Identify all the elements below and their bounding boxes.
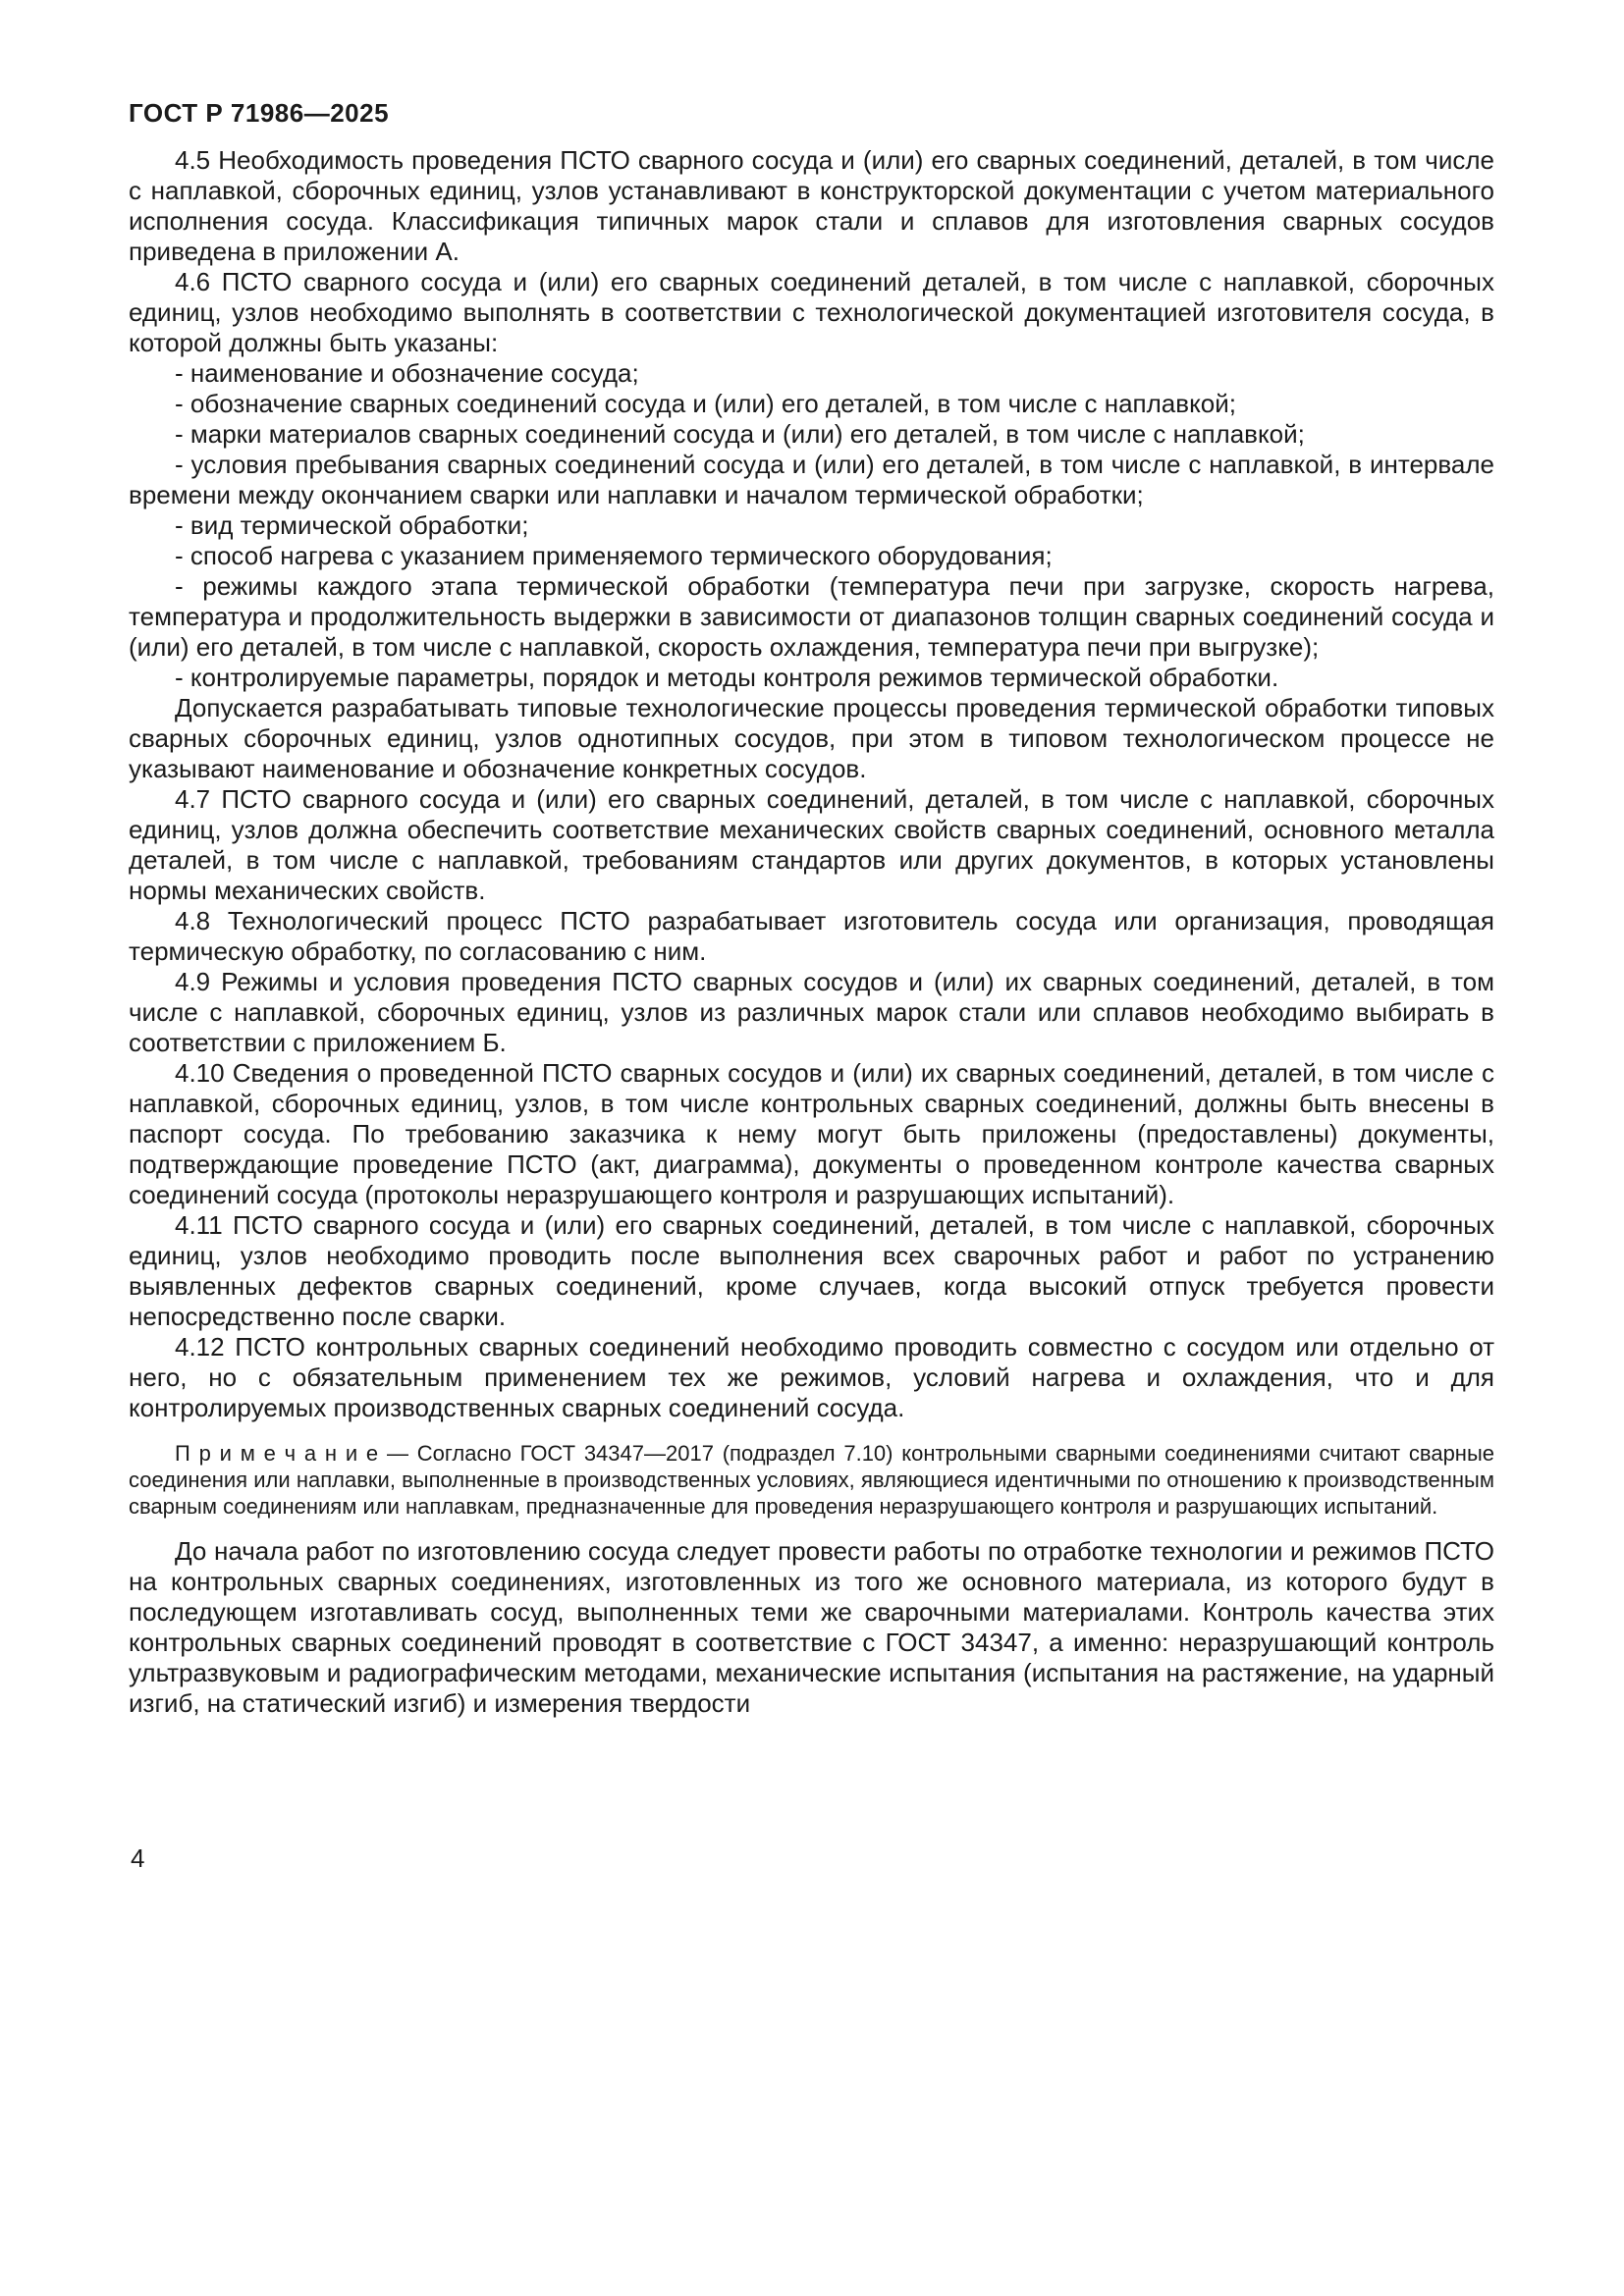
list-item-2: - обозначение сварных соединений сосуда и (или) его деталей, в том числе с наплавкой;: [175, 389, 1236, 418]
document-code: ГОСТ Р 71986—2025: [129, 98, 390, 128]
document-body: [129, 145, 1494, 1719]
list-item-7: - режимы каждого этапа термической обработки (температура печи при загрузке, скорость нагрева, температура и продолжительность выдержки в зависимости от диапазонов толщин сварных соединений сосуда и (или) его деталей, в том числе с наплавкой, скорость охлаждения, температура печи при выгрузке);: [129, 571, 1494, 662]
list-item-1: - наименование и обозначение сосуда;: [175, 358, 639, 388]
paragraph-4-8: 4.8 Технологический процесс ПСТО разрабатывает изготовитель сосуда или организация, проводящая термическую обработку, по согласованию с ним.: [129, 906, 1494, 966]
note-paragraph: П р и м е ч а н и е — Согласно ГОСТ 34347—2017 (подраздел 7.10) контрольными сварными соединениями считают сварные соединения или наплавки, выполненные в производственных условиях, являющиеся идентичными по отношению к производственным сварным соединениям или наплавкам, предназначенные для проведения неразрушающего контроля и разрушающих испытаний.: [129, 1441, 1494, 1519]
paragraph-4-11: 4.11 ПСТО сварного сосуда и (или) его сварных соединений, деталей, в том числе с наплавкой, сборочных единиц, узлов необходимо проводить после выполнения всех сварочных работ и работ по устранению выявленных дефектов сварных соединений, кроме случаев, когда высокий отпуск требуется провести непосредственно после сварки.: [129, 1210, 1494, 1331]
paragraph-final: До начала работ по изготовлению сосуда следует провести работы по отработке технологии и режимов ПСТО на контрольных сварных соединениях, изготовленных из того же основного материала, из которого будут в последующем изготавливать сосуд, выполненных теми же сварочными материалами. Контроль качества этих контрольных сварных соединений проводят в соответствие с ГОСТ 34347, а именно: неразрушающий контроль ультразвуковым и радиографическим методами, механические испытания (испытания на растяжение, на ударный изгиб, на статический изгиб) и измерения твердости: [129, 1536, 1494, 1718]
list-item-6: - способ нагрева с указанием применяемого термического оборудования;: [175, 541, 1053, 570]
list-item-8: - контролируемые параметры, порядок и методы контроля режимов термической обработки.: [175, 663, 1279, 692]
list-item-4: - условия пребывания сварных соединений сосуда и (или) его деталей, в том числе с наплавкой, в интервале времени между окончанием сварки или наплавки и началом термической обработки;: [129, 450, 1494, 509]
page-number: 4: [131, 1843, 145, 1873]
list-item-5: - вид термической обработки;: [175, 510, 529, 540]
paragraph-4-10: 4.10 Сведения о проведенной ПСТО сварных сосудов и (или) их сварных соединений, деталей, в том числе с наплавкой, сборочных единиц, узлов, в том числе контрольных сварных соединений, должны быть внесены в паспорт сосуда. По требованию заказчика к нему могут быть приложены (предоставлены) документы, подтверждающие проведение ПСТО (акт, диаграмма), документы о проведенном контроле качества сварных соединений сосуда (протоколы неразрушающего контроля и разрушающих испытаний).: [129, 1058, 1494, 1209]
list-item-3: - марки материалов сварных соединений сосуда и (или) его деталей, в том числе с наплавкой;: [175, 419, 1305, 449]
paragraph-4-12: 4.12 ПСТО контрольных сварных соединений необходимо проводить совместно с сосудом или отдельно от него, но с обязательным применением тех же режимов, условий нагрева и охлаждения, что и для контролируемых производственных сварных соединений сосуда.: [129, 1332, 1494, 1422]
paragraph-4-5: 4.5 Необходимость проведения ПСТО сварного сосуда и (или) его сварных соединений, деталей, в том числе с наплавкой, сборочных единиц, узлов устанавливают в конструкторской документации с учетом материального исполнения сосуда. Классификация типичных марок стали и сплавов для изготовления сварных сосудов приведена в приложении А.: [129, 145, 1494, 266]
paragraph-4-6-intro: 4.6 ПСТО сварного сосуда и (или) его сварных соединений деталей, в том числе с наплавкой, сборочных единиц, узлов необходимо выполнять в соответствии с технологической документацией изготовителя сосуда, в которой должны быть указаны:: [129, 267, 1494, 357]
paragraph-4-9: 4.9 Режимы и условия проведения ПСТО сварных сосудов и (или) их сварных соединений, деталей, в том числе с наплавкой, сборочных единиц, узлов из различных марок стали или сплавов необходимо выбирать в соответствии с приложением Б.: [129, 967, 1494, 1057]
paragraph-4-6-closing: Допускается разрабатывать типовые технологические процессы проведения термической обработки типовых сварных сборочных единиц, узлов однотипных сосудов, при этом в типовом технологическом процессе не указывают наименование и обозначение конкретных сосудов.: [129, 693, 1494, 783]
paragraph-4-7: 4.7 ПСТО сварного сосуда и (или) его сварных соединений, деталей, в том числе с наплавкой, сборочных единиц, узлов должна обеспечить соответствие механических свойств сварных соединений, основного металла деталей, в том числе с наплавкой, требованиям стандартов или других документов, в которых установлены нормы механических свойств.: [129, 784, 1494, 905]
